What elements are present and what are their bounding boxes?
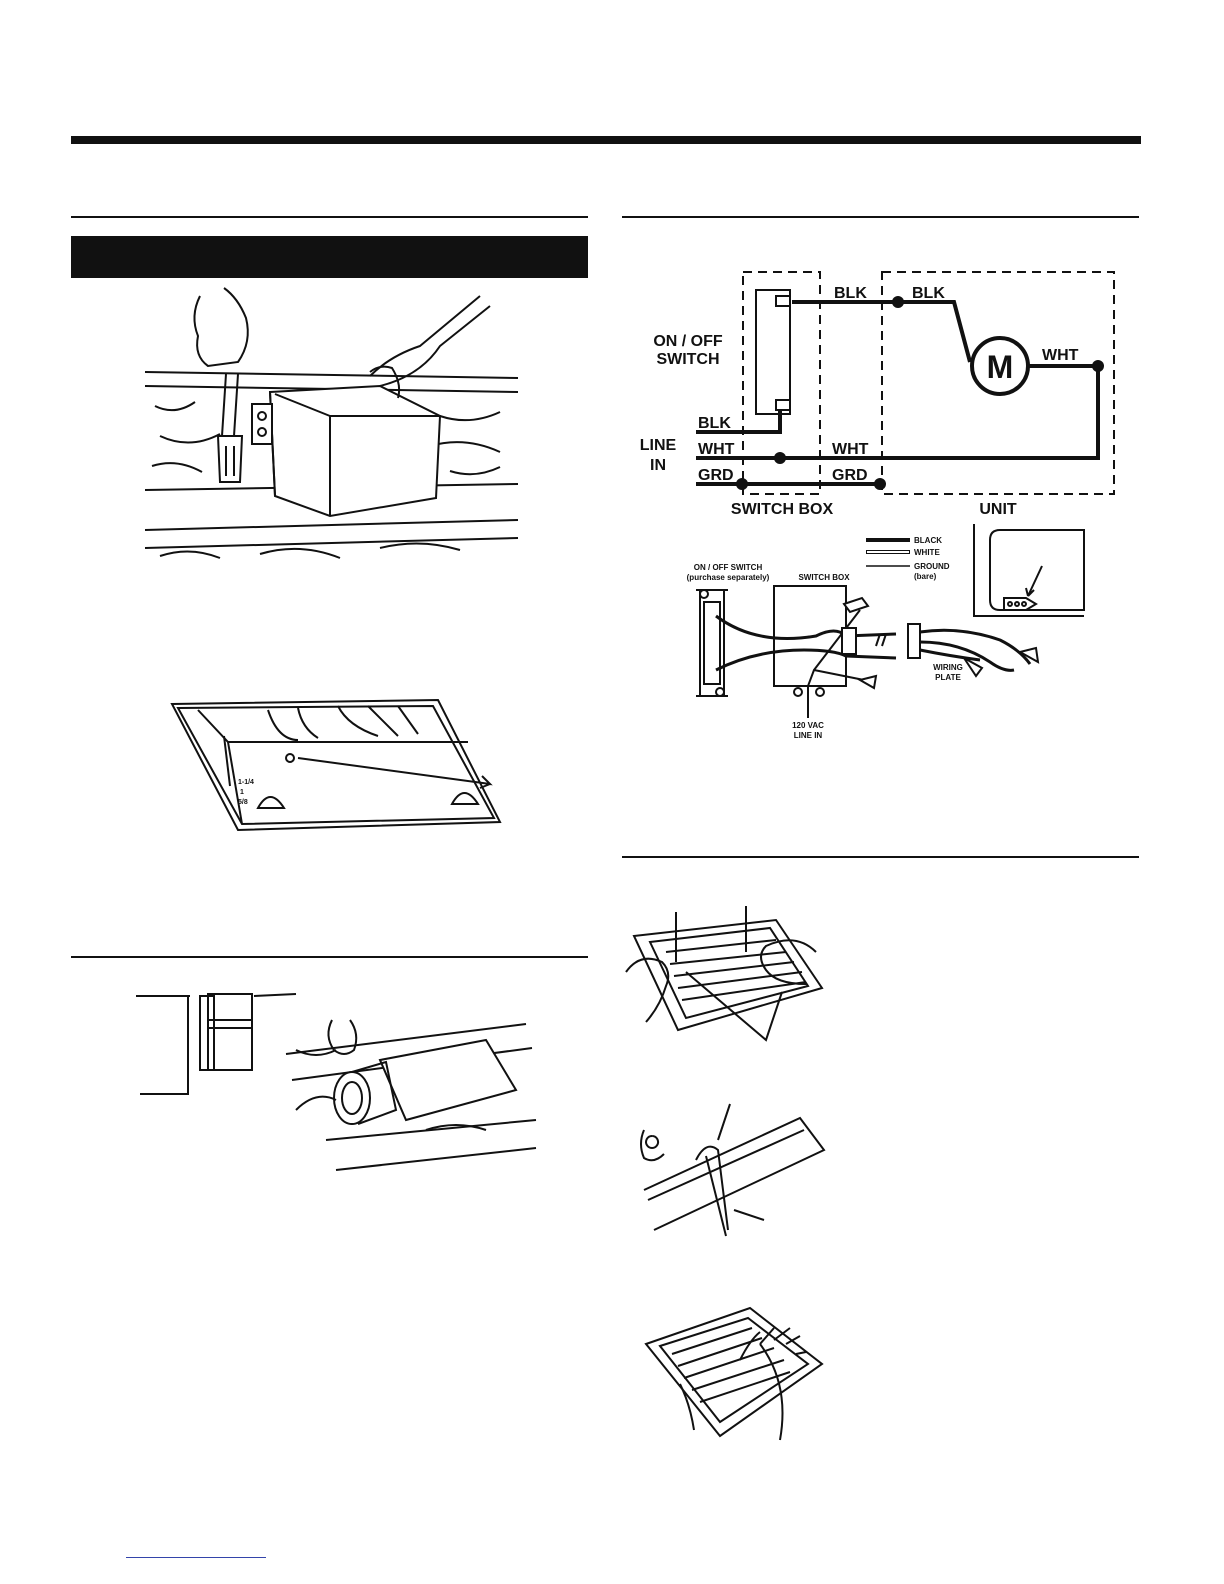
duct-side-view-illustration [136, 990, 300, 1100]
motor-label: M [986, 349, 1014, 385]
duct-attach-illustration [286, 1010, 536, 1174]
housing-mark-3: 5/8 [238, 799, 248, 806]
grille-push-illustration [640, 1304, 826, 1440]
wiring-line-in-line2: LINE IN [793, 731, 823, 740]
housing-illustration [168, 696, 508, 832]
switch-label-line1: ON / OFF [653, 333, 723, 350]
switch-label-line2: SWITCH [656, 351, 720, 368]
unit-label: UNIT [979, 501, 1017, 518]
page-header-bar [71, 136, 1141, 144]
section-rule-left-top [71, 216, 588, 218]
grille-spring-illustration [626, 902, 832, 1040]
legend-black: BLACK [914, 536, 942, 545]
wiring-switch-line1: ON / OFF SWITCH [693, 563, 763, 572]
wiring-line-in-line1: 120 VAC [792, 721, 824, 730]
wiring-switch-line2: (purchase separately) [686, 573, 770, 582]
housing-mark-2: 1 [240, 789, 244, 796]
switch-symbol [756, 290, 790, 414]
blk-top-right-label: BLK [912, 285, 945, 302]
line-in-label-line1: LINE [639, 437, 677, 454]
housing-mark-1: 1-1/4 [238, 779, 254, 786]
section-rule-right-mid [622, 856, 1139, 858]
footer-link-underline [126, 1557, 266, 1558]
section-rule-left-mid [71, 956, 588, 958]
wiring-plate-line1: WIRING [933, 663, 963, 672]
spring-clip-illustration [634, 1100, 834, 1240]
switch-box-label: SWITCH BOX [730, 501, 834, 518]
wht-in-label: WHT [698, 441, 735, 458]
section-rule-right-top [622, 216, 1139, 218]
line-in-label-line2: IN [650, 457, 666, 474]
wht-unit-label: WHT [832, 441, 869, 458]
section-banner [71, 236, 588, 278]
wiring-plate-line2: PLATE [935, 673, 961, 682]
legend-ground-line2: (bare) [914, 572, 937, 581]
wiring-diagram [664, 520, 1100, 744]
legend-ground-line1: GROUND [914, 562, 950, 571]
grd-unit-label: GRD [832, 467, 868, 484]
legend-white: WHITE [914, 548, 940, 557]
mounting-illustration [140, 286, 520, 570]
blk-in-label: BLK [698, 415, 731, 432]
wiring-switch-box: SWITCH BOX [798, 573, 850, 582]
blk-top-left-label: BLK [834, 285, 867, 302]
schematic-diagram [630, 262, 1130, 522]
wht-motor-label: WHT [1042, 347, 1079, 364]
grd-in-label: GRD [698, 467, 734, 484]
